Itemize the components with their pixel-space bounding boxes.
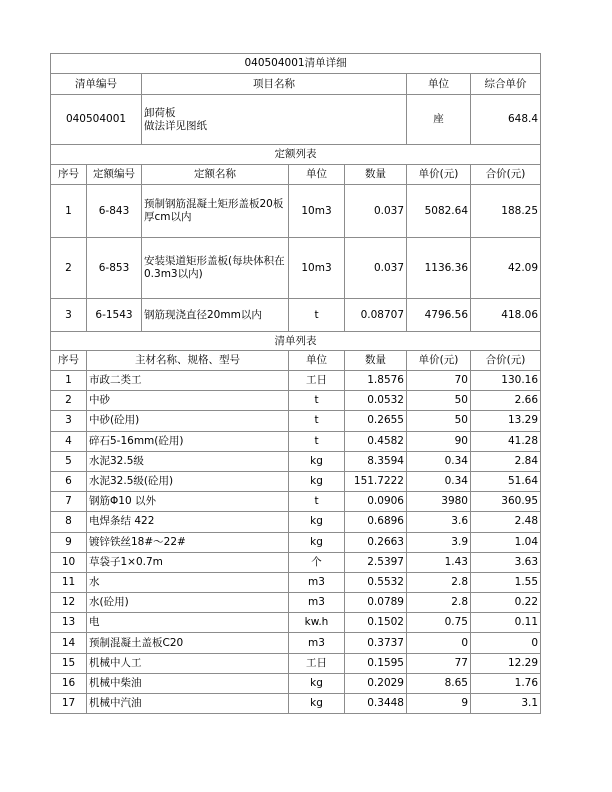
bill-row xyxy=(51,95,541,145)
material-unit: t xyxy=(289,492,345,512)
material-total: 0.11 xyxy=(471,613,541,633)
quota-section-row xyxy=(51,145,541,165)
material-qty: 1.8576 xyxy=(345,371,407,391)
material-total: 13.29 xyxy=(471,411,541,431)
bill-name-header: 项目名称 xyxy=(142,74,407,95)
material-no: 1 xyxy=(51,371,87,391)
material-row xyxy=(51,451,541,471)
quota-header-no: 序号 xyxy=(51,165,87,185)
material-unit: kg xyxy=(289,694,345,714)
material-total: 2.66 xyxy=(471,391,541,411)
material-name: 电焊条结 422 xyxy=(87,512,289,532)
material-name: 水泥32.5级 xyxy=(87,451,289,471)
material-name: 中砂(砼用) xyxy=(87,411,289,431)
material-qty: 0.1595 xyxy=(345,653,407,673)
material-total: 1.76 xyxy=(471,673,541,693)
material-unit: kw.h xyxy=(289,613,345,633)
material-price: 50 xyxy=(407,411,471,431)
material-qty: 0.1502 xyxy=(345,613,407,633)
material-qty: 0.5532 xyxy=(345,572,407,592)
material-name: 机械中人工 xyxy=(87,653,289,673)
quota-header-code: 定额编号 xyxy=(87,165,142,185)
material-qty: 0.3737 xyxy=(345,633,407,653)
material-unit: 个 xyxy=(289,552,345,572)
material-price: 77 xyxy=(407,653,471,673)
material-name: 预制混凝土盖板C20 xyxy=(87,633,289,653)
material-row xyxy=(51,613,541,633)
quota-code: 6-1543 xyxy=(87,299,142,332)
material-qty: 0.2663 xyxy=(345,532,407,552)
quota-no: 2 xyxy=(51,238,87,299)
quota-unit: 10m3 xyxy=(289,238,345,299)
quota-qty: 0.037 xyxy=(345,185,407,238)
material-total: 1.55 xyxy=(471,572,541,592)
quota-total: 42.09 xyxy=(471,238,541,299)
material-header-unit: 单位 xyxy=(289,351,345,371)
material-name: 中砂 xyxy=(87,391,289,411)
material-unit: m3 xyxy=(289,572,345,592)
material-row xyxy=(51,431,541,451)
bill-price: 648.4 xyxy=(471,95,541,145)
material-unit: 工日 xyxy=(289,371,345,391)
material-no: 11 xyxy=(51,572,87,592)
material-no: 5 xyxy=(51,451,87,471)
material-header-total: 合价(元) xyxy=(471,351,541,371)
material-row xyxy=(51,391,541,411)
quota-header-qty: 数量 xyxy=(345,165,407,185)
material-total: 0 xyxy=(471,633,541,653)
material-price: 90 xyxy=(407,431,471,451)
quota-unit: t xyxy=(289,299,345,332)
material-header-no: 序号 xyxy=(51,351,87,371)
material-no: 9 xyxy=(51,532,87,552)
material-price: 1.43 xyxy=(407,552,471,572)
material-unit: kg xyxy=(289,512,345,532)
material-row xyxy=(51,532,541,552)
material-price: 0 xyxy=(407,633,471,653)
material-name: 镀锌铁丝18#～22# xyxy=(87,532,289,552)
quota-row xyxy=(51,299,541,332)
material-qty: 2.5397 xyxy=(345,552,407,572)
quota-row xyxy=(51,185,541,238)
material-price: 50 xyxy=(407,391,471,411)
material-no: 17 xyxy=(51,694,87,714)
bill-unit-header: 单位 xyxy=(407,74,471,95)
material-price: 3.6 xyxy=(407,512,471,532)
material-unit: 工日 xyxy=(289,653,345,673)
material-no: 14 xyxy=(51,633,87,653)
material-price: 0.34 xyxy=(407,451,471,471)
bill-name xyxy=(142,95,407,145)
material-unit: t xyxy=(289,391,345,411)
material-unit: kg xyxy=(289,673,345,693)
material-row xyxy=(51,492,541,512)
quota-no: 3 xyxy=(51,299,87,332)
quota-total: 188.25 xyxy=(471,185,541,238)
material-total: 0.22 xyxy=(471,593,541,613)
material-row xyxy=(51,411,541,431)
quota-header-unit: 单位 xyxy=(289,165,345,185)
material-total: 41.28 xyxy=(471,431,541,451)
material-no: 8 xyxy=(51,512,87,532)
quota-header-name: 定额名称 xyxy=(142,165,289,185)
material-price: 9 xyxy=(407,694,471,714)
material-total: 2.48 xyxy=(471,512,541,532)
material-price: 70 xyxy=(407,371,471,391)
material-no: 6 xyxy=(51,471,87,491)
material-unit: kg xyxy=(289,451,345,471)
quota-header-row xyxy=(51,165,541,185)
material-row xyxy=(51,552,541,572)
bill-detail-table xyxy=(50,53,541,714)
material-price: 2.8 xyxy=(407,593,471,613)
material-unit: m3 xyxy=(289,633,345,653)
title-row xyxy=(51,54,541,74)
bill-code-header: 清单编号 xyxy=(51,74,142,95)
material-header-row xyxy=(51,351,541,371)
quota-header-price: 单价(元) xyxy=(407,165,471,185)
quota-section-title: 定额列表 xyxy=(51,145,541,165)
material-name: 水 xyxy=(87,572,289,592)
material-row xyxy=(51,371,541,391)
material-no: 12 xyxy=(51,593,87,613)
material-section-title: 清单列表 xyxy=(51,332,541,351)
material-qty: 0.2655 xyxy=(345,411,407,431)
material-name: 机械中柴油 xyxy=(87,673,289,693)
bill-name-line1: 卸荷板 xyxy=(144,106,176,119)
quota-no: 1 xyxy=(51,185,87,238)
material-row xyxy=(51,694,541,714)
material-qty: 0.0532 xyxy=(345,391,407,411)
material-unit: t xyxy=(289,411,345,431)
material-row xyxy=(51,471,541,491)
bill-name-line2: 做法详见图纸 xyxy=(144,119,207,132)
material-section-row xyxy=(51,332,541,351)
material-price: 3980 xyxy=(407,492,471,512)
material-no: 16 xyxy=(51,673,87,693)
material-price: 3.9 xyxy=(407,532,471,552)
quota-price: 1136.36 xyxy=(407,238,471,299)
material-total: 1.04 xyxy=(471,532,541,552)
bill-unit: 座 xyxy=(407,95,471,145)
quota-name: 预制钢筋混凝土矩形盖板20板厚cm以内 xyxy=(142,185,289,238)
material-price: 0.75 xyxy=(407,613,471,633)
material-no: 13 xyxy=(51,613,87,633)
material-no: 3 xyxy=(51,411,87,431)
material-row xyxy=(51,653,541,673)
material-row xyxy=(51,572,541,592)
material-header-qty: 数量 xyxy=(345,351,407,371)
quota-price: 5082.64 xyxy=(407,185,471,238)
material-no: 15 xyxy=(51,653,87,673)
material-name: 机械中汽油 xyxy=(87,694,289,714)
bill-header-row xyxy=(51,74,541,95)
material-no: 7 xyxy=(51,492,87,512)
material-name: 草袋子1×0.7m xyxy=(87,552,289,572)
material-name: 市政二类工 xyxy=(87,371,289,391)
material-no: 2 xyxy=(51,391,87,411)
material-qty: 0.0789 xyxy=(345,593,407,613)
material-qty: 151.7222 xyxy=(345,471,407,491)
quota-total: 418.06 xyxy=(471,299,541,332)
material-qty: 0.2029 xyxy=(345,673,407,693)
material-qty: 0.0906 xyxy=(345,492,407,512)
material-name: 水(砼用) xyxy=(87,593,289,613)
material-qty: 0.3448 xyxy=(345,694,407,714)
quota-name: 安装渠道矩形盖板(每块体积在0.3m3以内) xyxy=(142,238,289,299)
material-total: 51.64 xyxy=(471,471,541,491)
material-row xyxy=(51,593,541,613)
material-unit: m3 xyxy=(289,593,345,613)
bill-price-header: 综合单价 xyxy=(471,74,541,95)
material-name: 钢筋Φ10 以外 xyxy=(87,492,289,512)
quota-name: 钢筋现浇直径20mm以内 xyxy=(142,299,289,332)
material-total: 360.95 xyxy=(471,492,541,512)
material-price: 0.34 xyxy=(407,471,471,491)
quota-code: 6-843 xyxy=(87,185,142,238)
material-header-price: 单价(元) xyxy=(407,351,471,371)
quota-row xyxy=(51,238,541,299)
material-price: 2.8 xyxy=(407,572,471,592)
material-row xyxy=(51,633,541,653)
material-total: 3.63 xyxy=(471,552,541,572)
quota-header-total: 合价(元) xyxy=(471,165,541,185)
material-no: 10 xyxy=(51,552,87,572)
quota-qty: 0.08707 xyxy=(345,299,407,332)
material-qty: 8.3594 xyxy=(345,451,407,471)
material-header-name: 主材名称、规格、型号 xyxy=(87,351,289,371)
material-total: 130.16 xyxy=(471,371,541,391)
quota-price: 4796.56 xyxy=(407,299,471,332)
material-qty: 0.4582 xyxy=(345,431,407,451)
quota-unit: 10m3 xyxy=(289,185,345,238)
material-name: 水泥32.5级(砼用) xyxy=(87,471,289,491)
quota-code: 6-853 xyxy=(87,238,142,299)
material-qty: 0.6896 xyxy=(345,512,407,532)
material-name: 电 xyxy=(87,613,289,633)
material-unit: t xyxy=(289,431,345,451)
material-total: 3.1 xyxy=(471,694,541,714)
material-total: 12.29 xyxy=(471,653,541,673)
quota-qty: 0.037 xyxy=(345,238,407,299)
material-row xyxy=(51,512,541,532)
material-price: 8.65 xyxy=(407,673,471,693)
bill-code: 040504001 xyxy=(51,95,142,145)
material-total: 2.84 xyxy=(471,451,541,471)
material-no: 4 xyxy=(51,431,87,451)
material-row xyxy=(51,673,541,693)
material-unit: kg xyxy=(289,471,345,491)
table-title: 040504001清单详细 xyxy=(51,54,541,74)
material-name: 碎石5-16mm(砼用) xyxy=(87,431,289,451)
material-unit: kg xyxy=(289,532,345,552)
